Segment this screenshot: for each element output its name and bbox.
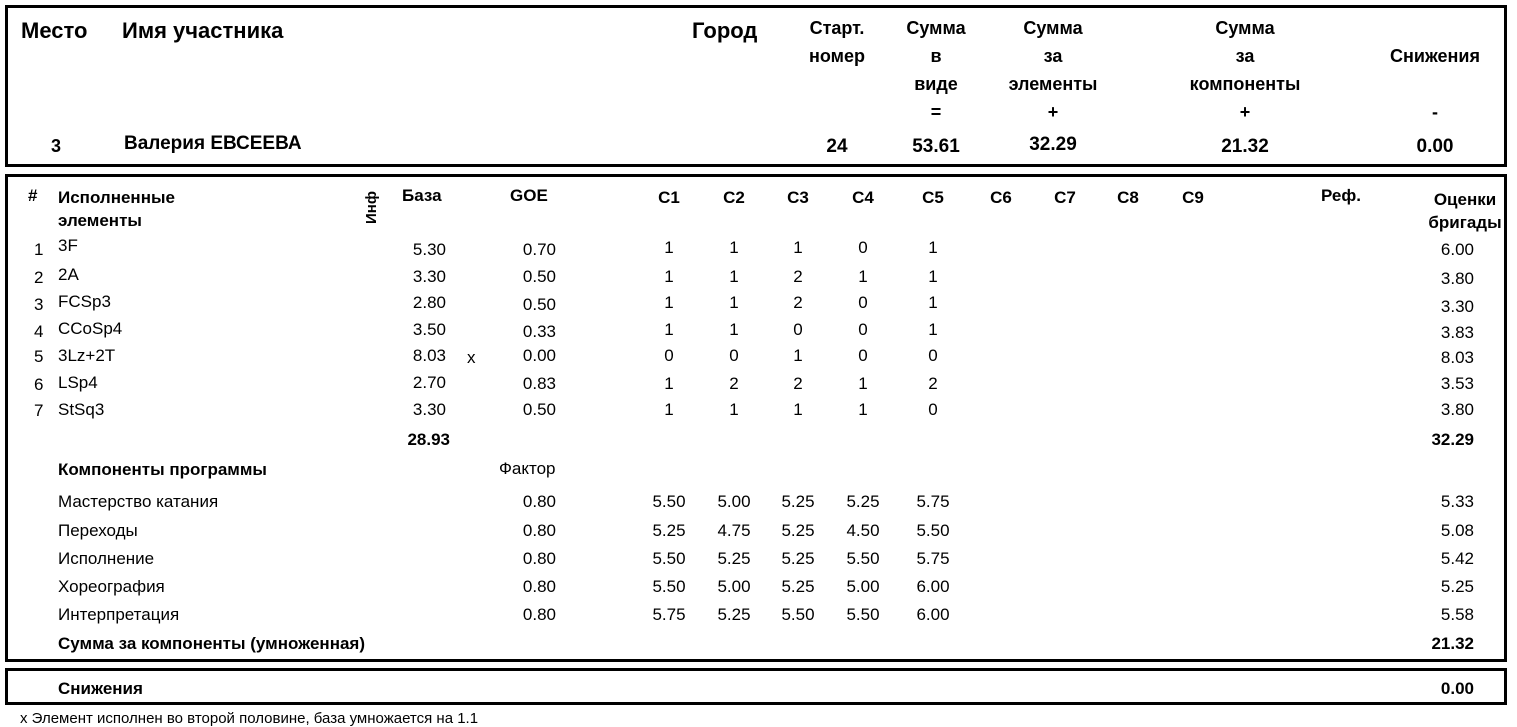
element-code: FCSp3 — [58, 292, 111, 311]
element-c2: 0 — [729, 346, 739, 365]
element-num: 7 — [34, 401, 44, 420]
element-code: CCoSp4 — [58, 319, 123, 338]
element-goe: 0.00 — [522, 346, 556, 365]
component-c4: 5.50 — [846, 605, 880, 624]
component-c4: 4.50 — [846, 521, 880, 540]
element-c5: 2 — [928, 374, 938, 393]
element-score: 3.53 — [1440, 374, 1474, 393]
element-base: 8.03 — [412, 346, 446, 365]
element-c3: 0 — [793, 320, 803, 339]
component-c2: 4.75 — [717, 521, 751, 540]
component-name: Мастерство катания — [58, 492, 219, 511]
element-c4: 1 — [858, 400, 868, 419]
components-title: Компоненты программы — [58, 460, 267, 479]
element-base: 2.70 — [412, 373, 446, 392]
element-base: 2.80 — [412, 293, 446, 312]
element-c3: 2 — [793, 267, 803, 286]
component-c3: 5.25 — [781, 492, 815, 511]
component-c5: 6.00 — [916, 605, 950, 624]
header-total: Сумма в виде = — [906, 18, 966, 122]
component-c4: 5.50 — [846, 549, 880, 568]
element-c5: 1 — [928, 293, 938, 312]
component-name: Хореография — [58, 577, 165, 596]
component-c5: 6.00 — [916, 577, 950, 596]
element-goe: 0.50 — [522, 267, 556, 286]
element-c2: 1 — [729, 320, 739, 339]
element-c1: 1 — [664, 267, 674, 286]
element-c4: 1 — [858, 267, 868, 286]
element-goe: 0.83 — [522, 374, 556, 393]
element-c3: 1 — [793, 238, 803, 257]
skater-total: 53.61 — [912, 136, 960, 157]
element-score: 3.30 — [1440, 297, 1474, 316]
col-ref-header: Реф. — [1321, 186, 1361, 205]
element-c1: 1 — [664, 293, 674, 312]
col-goe-header: GOE — [510, 186, 548, 205]
element-code: LSp4 — [58, 373, 98, 392]
component-c3: 5.25 — [781, 521, 815, 540]
element-score: 3.83 — [1440, 323, 1474, 342]
element-score: 8.03 — [1440, 348, 1474, 367]
element-num: 2 — [34, 268, 44, 287]
component-c1: 5.25 — [652, 521, 686, 540]
element-goe: 0.50 — [522, 400, 556, 419]
element-goe: 0.50 — [522, 295, 556, 314]
component-c1: 5.50 — [652, 492, 686, 511]
header-components-sum: Сумма за компоненты + — [1189, 18, 1301, 122]
component-c2: 5.00 — [717, 492, 751, 511]
element-num: 3 — [34, 295, 44, 314]
element-c1: 0 — [664, 346, 674, 365]
skater-deductions: 0.00 — [1416, 136, 1454, 157]
component-factor: 0.80 — [522, 521, 556, 540]
component-factor: 0.80 — [522, 577, 556, 596]
skater-elements-total: 32.29 — [1029, 134, 1077, 155]
element-c3: 2 — [793, 293, 803, 312]
skater-start-number: 24 — [826, 136, 848, 157]
element-c2: 1 — [729, 238, 739, 257]
skater-place: 3 — [51, 136, 62, 156]
element-c2: 2 — [729, 374, 739, 393]
component-score: 5.42 — [1440, 549, 1474, 568]
col-base-header: База — [402, 186, 442, 205]
element-base: 3.30 — [412, 400, 446, 419]
element-code: 2A — [58, 265, 79, 284]
skater-components-total: 21.32 — [1221, 136, 1269, 157]
col-c3-header: C3 — [787, 188, 809, 207]
element-score: 3.80 — [1440, 400, 1474, 419]
component-factor: 0.80 — [522, 549, 556, 568]
element-c4: 0 — [858, 346, 868, 365]
element-c4: 0 — [858, 238, 868, 257]
element-c1: 1 — [664, 238, 674, 257]
element-base: 3.30 — [412, 267, 446, 286]
component-name: Переходы — [58, 521, 138, 540]
element-c1: 1 — [664, 320, 674, 339]
element-num: 4 — [34, 322, 44, 341]
component-c5: 5.75 — [916, 492, 950, 511]
elements-score-total: 32.29 — [1431, 430, 1474, 449]
element-c3: 2 — [793, 374, 803, 393]
element-c1: 1 — [664, 374, 674, 393]
header-name: Имя участника — [122, 18, 284, 43]
component-c1: 5.50 — [652, 549, 686, 568]
header-place: Место — [21, 18, 88, 43]
factor-header: Фактор — [499, 459, 556, 478]
component-c3: 5.25 — [781, 549, 815, 568]
component-c5: 5.75 — [916, 549, 950, 568]
element-num: 5 — [34, 347, 44, 366]
base-total: 28.93 — [407, 430, 450, 449]
element-info: x — [467, 348, 476, 367]
element-c5: 0 — [928, 346, 938, 365]
component-c4: 5.00 — [846, 577, 880, 596]
component-name: Исполнение — [58, 549, 155, 568]
element-code: StSq3 — [58, 400, 105, 419]
element-goe: 0.33 — [522, 322, 556, 341]
header-start-number: Старт. номер — [809, 18, 865, 66]
col-elements-header: Исполненные элементы — [58, 188, 175, 230]
col-panel-header: Оценки бригады — [1428, 190, 1502, 232]
col-num-header: # — [28, 186, 38, 205]
element-c3: 1 — [793, 400, 803, 419]
component-c2: 5.00 — [717, 577, 751, 596]
component-c4: 5.25 — [846, 492, 880, 511]
element-c2: 1 — [729, 267, 739, 286]
element-c4: 0 — [858, 293, 868, 312]
col-c8-header: C8 — [1117, 188, 1139, 207]
element-goe: 0.70 — [522, 240, 556, 259]
component-c1: 5.50 — [652, 577, 686, 596]
element-num: 6 — [34, 375, 44, 394]
header-deductions: Снижения — [1390, 46, 1480, 66]
element-c4: 0 — [858, 320, 868, 339]
component-c1: 5.75 — [652, 605, 686, 624]
element-c2: 1 — [729, 400, 739, 419]
components-sum-value: 21.32 — [1431, 634, 1474, 653]
header-deductions-sign: - — [1432, 102, 1438, 122]
skater-name: Валерия ЕВСЕЕВА — [124, 133, 302, 154]
element-c3: 1 — [793, 346, 803, 365]
deductions-box — [5, 668, 1507, 705]
components-sum-label: Сумма за компоненты (умноженная) — [58, 634, 365, 653]
element-c5: 1 — [928, 267, 938, 286]
element-c2: 1 — [729, 293, 739, 312]
element-c1: 1 — [664, 400, 674, 419]
col-c9-header: C9 — [1182, 188, 1204, 207]
element-base: 3.50 — [412, 320, 446, 339]
component-c3: 5.50 — [781, 605, 815, 624]
element-code: 3F — [58, 236, 78, 255]
element-score: 6.00 — [1440, 240, 1474, 259]
col-c6-header: C6 — [990, 188, 1012, 207]
col-c4-header: C4 — [852, 188, 874, 207]
deductions-value: 0.00 — [1440, 679, 1474, 698]
element-code: 3Lz+2T — [58, 346, 116, 365]
element-c4: 1 — [858, 374, 868, 393]
footnote: x Элемент исполнен во второй половине, база умножается на 1.1 — [20, 710, 479, 727]
component-c3: 5.25 — [781, 577, 815, 596]
element-c5: 1 — [928, 320, 938, 339]
element-c5: 0 — [928, 400, 938, 419]
component-factor: 0.80 — [522, 605, 556, 624]
col-c7-header: C7 — [1054, 188, 1076, 207]
component-c2: 5.25 — [717, 605, 751, 624]
col-info-header: Инф — [363, 191, 380, 224]
component-factor: 0.80 — [522, 492, 556, 511]
header-city: Город — [692, 18, 758, 43]
element-base: 5.30 — [412, 240, 446, 259]
component-c2: 5.25 — [717, 549, 751, 568]
component-c5: 5.50 — [916, 521, 950, 540]
element-num: 1 — [34, 240, 44, 259]
col-c5-header: C5 — [922, 188, 944, 207]
element-score: 3.80 — [1440, 269, 1474, 288]
col-c2-header: C2 — [723, 188, 745, 207]
component-score: 5.58 — [1440, 605, 1474, 624]
component-score: 5.25 — [1440, 577, 1474, 596]
component-score: 5.08 — [1440, 521, 1474, 540]
deductions-label: Снижения — [58, 679, 143, 698]
component-score: 5.33 — [1440, 492, 1474, 511]
col-c1-header: C1 — [658, 188, 680, 207]
header-elements-sum: Сумма за элементы + — [1008, 18, 1098, 122]
element-c5: 1 — [928, 238, 938, 257]
component-name: Интерпретация — [58, 605, 180, 624]
